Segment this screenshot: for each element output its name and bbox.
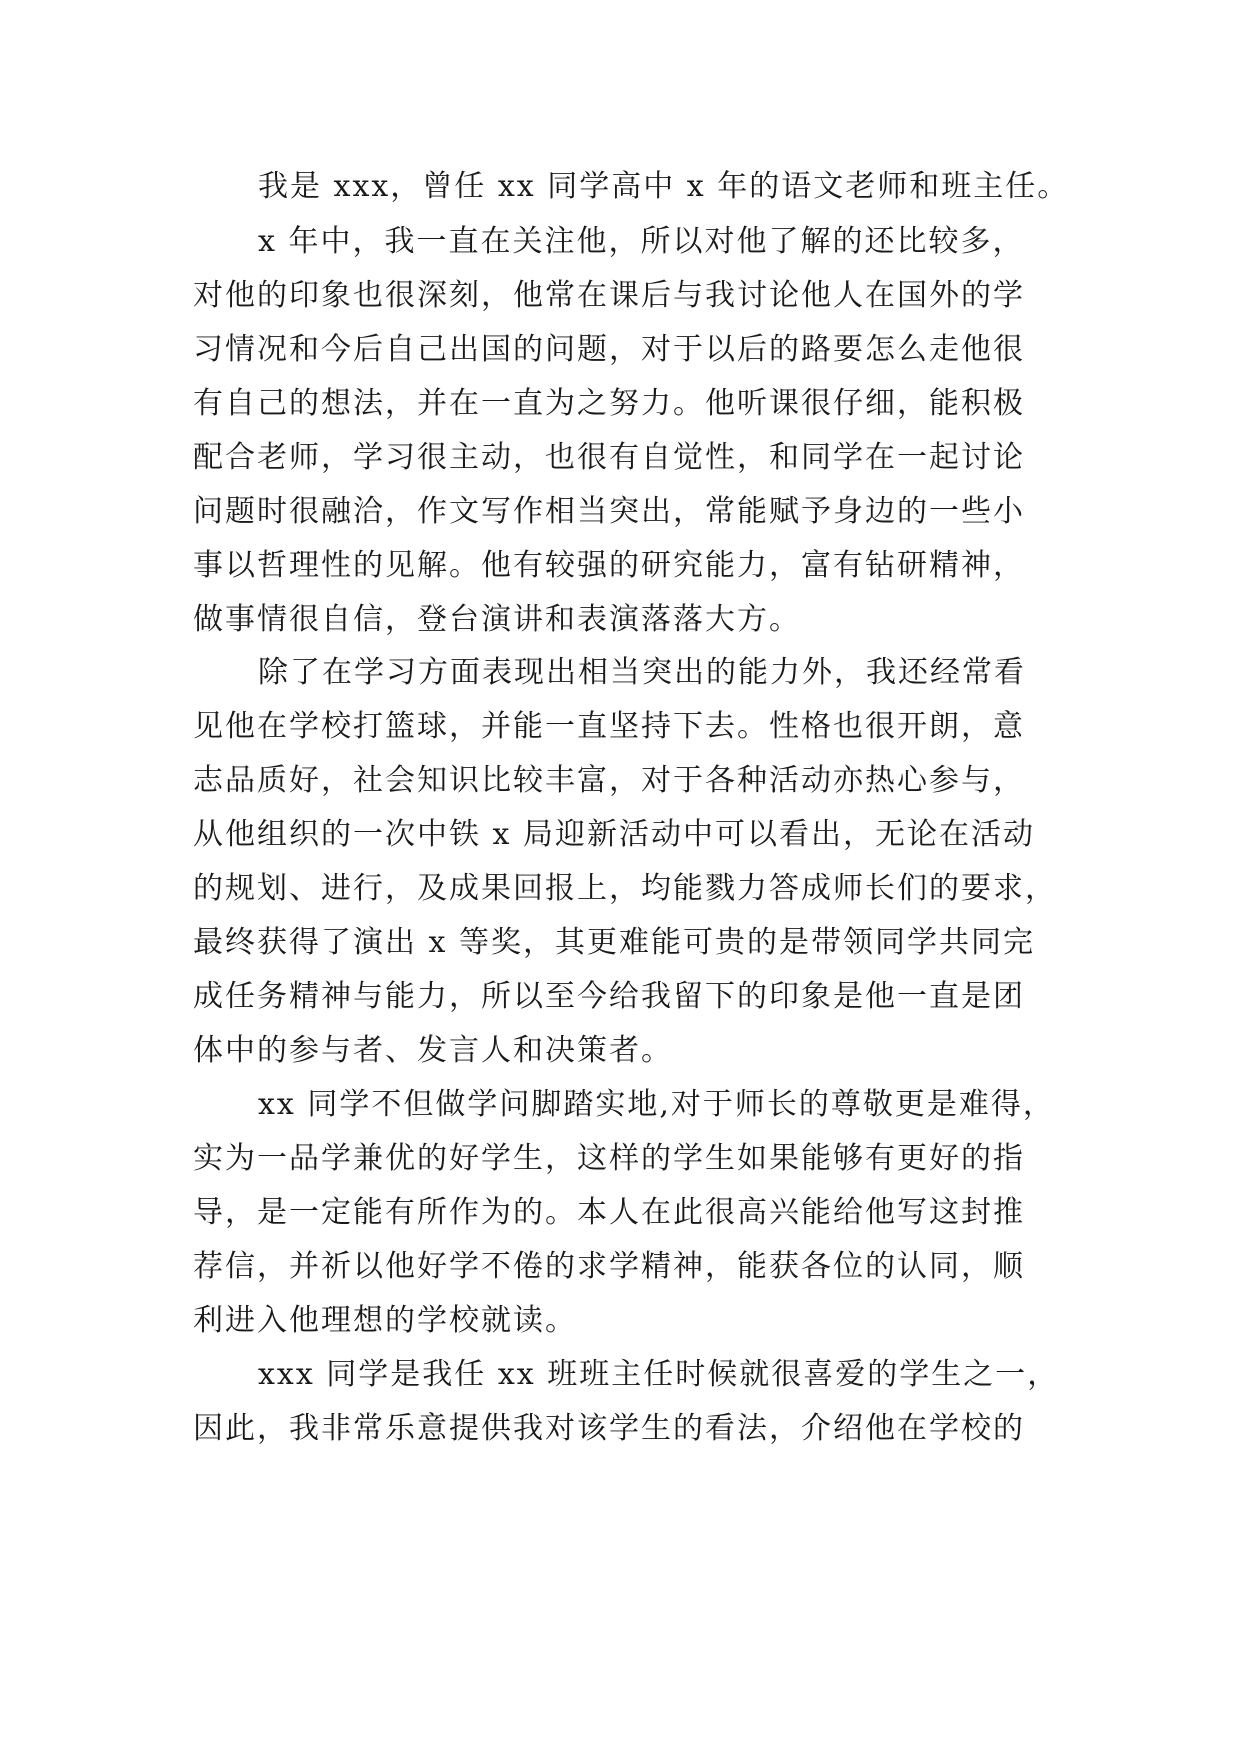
text-line: 最终获得了演出 x 等奖，其更难能可贵的是带领同学共同完 bbox=[193, 925, 1035, 960]
text-line: 利进入他理想的学校就读。 bbox=[193, 1303, 577, 1338]
text-line: 因此，我非常乐意提供我对该学生的看法，介绍他在学校的 bbox=[193, 1411, 1025, 1446]
text-line: xx 同学不但做学问脚踏实地,对于师长的尊敬更是难得， bbox=[258, 1087, 1055, 1122]
text-line: 志品质好，社会知识比较丰富，对于各种活动亦热心参与， bbox=[193, 763, 1025, 798]
text-line: x 年中，我一直在关注他，所以对他了解的还比较多， bbox=[258, 224, 1025, 259]
text-line: 配合老师，学习很主动，也很有自觉性，和同学在一起讨论 bbox=[193, 440, 1025, 475]
text-line: 实为一品学兼优的好学生，这样的学生如果能够有更好的指 bbox=[193, 1141, 1025, 1176]
text-line: 见他在学校打篮球，并能一直坚持下去。性格也很开朗，意 bbox=[193, 709, 1025, 744]
text-line: 习情况和今后自己出国的问题，对于以后的路要怎么走他很 bbox=[193, 332, 1025, 367]
text-line: 的规划、进行，及成果回报上，均能戮力答成师长们的要求， bbox=[193, 871, 1057, 906]
text-line: 我是 xxx，曾任 xx 同学高中 x 年的语文老师和班主任。 bbox=[258, 169, 1070, 204]
text-line: 从他组织的一次中铁 x 局迎新活动中可以看出，无论在活动 bbox=[193, 817, 1035, 852]
text-line: 除了在学习方面表现出相当突出的能力外，我还经常看 bbox=[258, 655, 1026, 690]
text-line: xxx 同学是我任 xx 班班主任时候就很喜爱的学生之一， bbox=[258, 1357, 1060, 1392]
text-line: 荐信，并祈以他好学不倦的求学精神，能获各位的认同，顺 bbox=[193, 1249, 1025, 1284]
text-line: 导，是一定能有所作为的。本人在此很高兴能给他写这封推 bbox=[193, 1195, 1025, 1230]
text-line: 成任务精神与能力，所以至今给我留下的印象是他一直是团 bbox=[193, 979, 1025, 1014]
text-line: 做事情很自信，登台演讲和表演落落大方。 bbox=[193, 602, 801, 637]
text-line: 体中的参与者、发言人和决策者。 bbox=[193, 1033, 673, 1068]
text-line: 有自己的想法，并在一直为之努力。他听课很仔细，能积极 bbox=[193, 386, 1025, 421]
text-line: 事以哲理性的见解。他有较强的研究能力，富有钻研精神， bbox=[193, 548, 1025, 583]
text-line: 问题时很融洽，作文写作相当突出，常能赋予身边的一些小 bbox=[193, 494, 1025, 529]
text-line: 对他的印象也很深刻，他常在课后与我讨论他人在国外的学 bbox=[193, 278, 1025, 313]
